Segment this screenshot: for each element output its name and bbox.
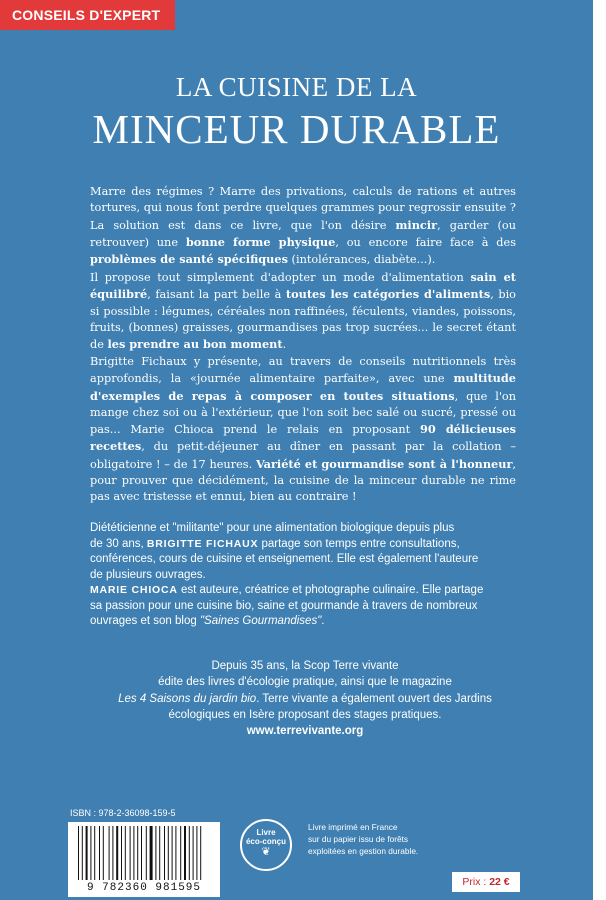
publisher-info (80, 658, 530, 739)
barcode-bar (90, 826, 91, 880)
price-amount: 22 € (489, 876, 510, 888)
barcode-bar (137, 826, 138, 880)
authors-line: sa passion pour une cuisine bio, saine et gourmande à travers de nombreux (90, 599, 478, 612)
authors-line (90, 537, 520, 553)
author-name-fichaux: BRIGITTE FICHAUX (146, 537, 259, 550)
title-line-1: LA CUISINE DE LA (175, 72, 418, 102)
barcode-bar (130, 826, 131, 880)
print-info-line: sur du papier issu de forêts (308, 834, 409, 844)
price-label: Prix : (462, 876, 490, 888)
barcode-bar (150, 826, 153, 880)
barcode-bar (86, 826, 88, 880)
authors-line: de plusieurs ouvrages. (90, 568, 206, 581)
highlight-text: multitude d'exemples de repas à composer en toutes situations (90, 371, 516, 403)
print-info (308, 821, 418, 857)
body-text: Il propose tout simplement d'adopter un mode d'alimentation (90, 271, 471, 284)
body-text: , que l'on mange chez soi ou à l'extérieur, que l'on soit bec salé ou sucré, pressé ou pas... Marie Chioca prend le relais en proposant (90, 389, 516, 437)
print-info-line: Livre imprimé en France (308, 822, 398, 832)
body-text: Brigitte Fichaux y présente, au travers de conseils nutritionnels très approfondis, la «journée alimentaire parfaite», avec une (90, 355, 516, 386)
barcode-bar (164, 826, 165, 880)
description-paragraph-1 (90, 184, 516, 268)
highlight-text: bonne forme physique (185, 234, 336, 249)
body-text: , garder (ou retrouver) une (90, 218, 516, 249)
barcode-bar (82, 826, 83, 880)
barcode-bars (78, 826, 210, 880)
barcode-bar (116, 826, 118, 880)
barcode-bar (133, 826, 134, 880)
eco-logo-text: éco-conçu (245, 837, 286, 846)
highlight-text: 90 délicieuses recettes (90, 422, 516, 454)
barcode-bar (175, 826, 176, 880)
publisher-line: Depuis 35 ans, la Scop Terre vivante (211, 660, 399, 672)
barcode-bar (200, 826, 201, 880)
eco-designed-book-logo (240, 819, 292, 871)
authors-text: de 30 ans, (90, 537, 147, 550)
barcode-bar (121, 826, 122, 880)
body-text: (intolérances, diabète...). (287, 253, 436, 267)
barcode-bar (78, 826, 79, 880)
publisher-line (80, 691, 530, 707)
publisher-url[interactable]: www.terrevivante.org (246, 725, 364, 738)
barcode-bar (159, 826, 160, 880)
authors-line (90, 583, 520, 599)
barcode-bar (125, 826, 126, 880)
leaf-icon: ❦ (261, 846, 271, 858)
barcode-bar (141, 826, 142, 880)
authors-line: conférences, cours de cuisine et enseignement. Elle est également l'auteure (90, 553, 479, 565)
body-text: , faisant la part belle à (147, 288, 286, 302)
description-paragraph-3 (90, 354, 516, 506)
highlight-text: sain et équilibré (90, 270, 516, 302)
authors-text: est auteure, créatrice et photographe culinaire. Elle partage (177, 584, 484, 596)
barcode-bar (155, 826, 156, 880)
publisher-text: . Terre vivante a également ouvert des Jardins (256, 692, 492, 705)
authors-text: partage son temps entre consultations, (258, 537, 460, 550)
barcode-bar (99, 826, 100, 880)
body-text: , ou encore faire face à des (335, 235, 516, 249)
body-text: , pour prouver que décidément, la cuisine de la minceur durable ne rime pas avec tristesse et ennui, bien au contraire ! (90, 457, 517, 504)
barcode-bar (112, 826, 113, 880)
publisher-line: édite des livres d'écologie pratique, ainsi que le magazine (158, 676, 452, 689)
highlight-text: toutes les catégories d'aliments (285, 287, 491, 302)
highlight-text: mincir (395, 217, 438, 232)
barcode-digits: 9 782360 981595 (86, 882, 202, 894)
print-info-line: exploitées en gestion durable. (308, 846, 419, 856)
barcode-bar (196, 826, 197, 880)
price-tag (452, 872, 520, 892)
eco-logo-text: Livre (256, 828, 276, 837)
barcode-bar (184, 826, 186, 880)
blog-name: "Saines Gourmandises" (199, 615, 322, 627)
body-text: , du petit-déjeuner au dîner en passant par la collation – obligatoire ! – de 17 heures. (90, 440, 516, 471)
body-text: . (282, 338, 287, 352)
body-text: , bio si possible : légumes, céréales non raffinées, féculents, viandes, poissons, fruits, (bonnes) graisses, gourmandises pas trop sucrées... le secret étant de (90, 288, 516, 352)
barcode (68, 822, 220, 897)
barcode-bar (189, 826, 190, 880)
description-paragraph-2 (90, 269, 516, 353)
barcode-bar (146, 826, 147, 880)
barcode-bar (109, 826, 110, 880)
highlight-text: les prendre au bon moment (107, 337, 283, 352)
body-text: Marre des régimes ? Marre des privations, calculs de rations et autres tortures, qui nous font perdre quelques grammes pour regrossir ensuite ? La solution est dans ce livre, que l'on désire (90, 185, 516, 232)
authors-bio (90, 521, 520, 630)
expert-badge: CONSEILS D'EXPERT (0, 0, 175, 30)
authors-line (90, 614, 520, 630)
isbn-label: ISBN : 978-2-36098-159-5 (70, 808, 176, 818)
publisher-line: écologiques en Isère proposant des stages pratiques. (168, 708, 442, 721)
barcode-bar (172, 826, 173, 880)
barcode-bar (193, 826, 194, 880)
highlight-text: Variété et gourmandise sont à l'honneur (255, 456, 513, 471)
barcode-bar (180, 826, 181, 880)
barcode-bar (103, 826, 104, 880)
barcode-bar (94, 826, 95, 880)
title-line-2: MINCEUR DURABLE (92, 106, 501, 152)
side-strip (593, 0, 606, 900)
barcode-bar (168, 826, 169, 880)
magazine-name: Les 4 Saisons du jardin bio (118, 692, 257, 705)
highlight-text: problèmes de santé spécifiques (90, 252, 288, 267)
authors-line: Diététicienne et "militante" pour une alimentation biologique depuis plus (90, 522, 455, 534)
author-name-chioca: MARIE CHIOCA (90, 584, 178, 596)
authors-text: ouvrages et son blog (90, 615, 200, 627)
authors-text: . (321, 615, 325, 627)
